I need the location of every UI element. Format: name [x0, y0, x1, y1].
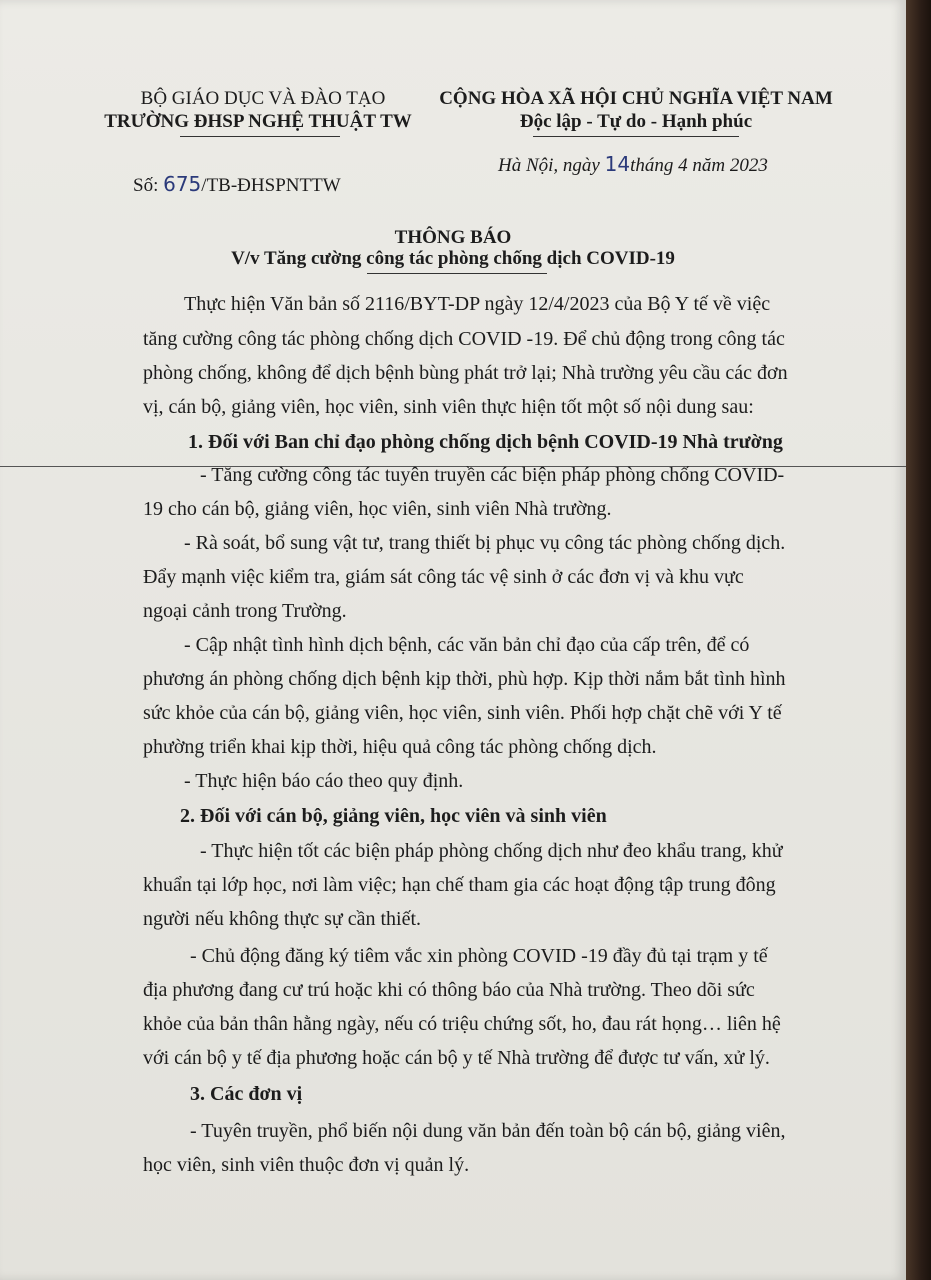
section-1-line: phường triển khai kịp thời, hiệu quả công tác phòng chống dịch. — [143, 736, 657, 758]
date-day-handwritten: 14 — [604, 152, 631, 176]
section-1-line: - Tăng cường công tác tuyên truyền các biện pháp phòng chống COVID- — [200, 464, 785, 486]
document-number — [133, 172, 341, 197]
number-prefix: Số: — [133, 175, 164, 196]
section-1-line: sức khỏe của cán bộ, giảng viên, học viên, sinh viên. Phối hợp chặt chẽ với Y tế — [143, 702, 782, 724]
section-1-line: - Cập nhật tình hình dịch bệnh, các văn bản chỉ đạo của cấp trên, để có — [184, 634, 750, 656]
section-2-line: khỏe của bản thân hằng ngày, nếu có triệu chứng sốt, ho, đau rát họng… liên hệ — [143, 1013, 781, 1035]
school-name: TRƯỜNG ĐHSP NGHỆ THUẬT TW — [104, 111, 412, 132]
section-2-line: - Thực hiện tốt các biện pháp phòng chống dịch như đeo khẩu trang, khử — [200, 840, 783, 862]
section-3-line: - Tuyên truyền, phổ biến nội dung văn bản đến toàn bộ cán bộ, giảng viên, — [190, 1120, 786, 1142]
section-2-line: khuẩn tại lớp học, nơi làm việc; hạn chế tham gia các hoạt động tập trung đông — [143, 874, 776, 896]
section-2-line: người nếu không thực sự cần thiết. — [143, 908, 422, 930]
date-prefix: Hà Nội, ngày — [498, 155, 605, 176]
section-2-line: địa phương đang cư trú hoặc khi có thông báo của Nhà trường. Theo dõi sức — [143, 979, 755, 1001]
section-2-line: - Chủ động đăng ký tiêm vắc xin phòng COVID -19 đầy đủ tại trạm y tế — [190, 945, 768, 967]
section-2-line: với cán bộ y tế địa phương hoặc cán bộ y tế Nhà trường để được tư vấn, xử lý. — [143, 1047, 770, 1069]
section-1-line: - Thực hiện báo cáo theo quy định. — [184, 770, 464, 792]
section-1-heading: 1. Đối với Ban chỉ đạo phòng chống dịch bệnh COVID-19 Nhà trường — [188, 431, 783, 453]
republic-name: CỘNG HÒA XÃ HỘI CHỦ NGHĨA VIỆT NAM — [439, 88, 833, 109]
section-1-line: - Rà soát, bổ sung vật tư, trang thiết bị phục vụ công tác phòng chống dịch. — [184, 532, 786, 554]
section-2-heading: 2. Đối với cán bộ, giảng viên, học viên và sinh viên — [180, 805, 607, 827]
section-3-heading: 3. Các đơn vị — [190, 1083, 303, 1105]
intro-line: Thực hiện Văn bản số 2116/BYT-DP ngày 12/4/2023 của Bộ Y tế về việc — [184, 293, 771, 315]
number-handwritten: 675 — [163, 172, 202, 196]
intro-line: tăng cường công tác phòng chống dịch COVID -19. Để chủ động trong công tác — [143, 328, 785, 350]
ministry-name: BỘ GIÁO DỤC VÀ ĐÀO TẠO — [140, 88, 386, 109]
number-suffix: /TB-ĐHSPNTTW — [201, 175, 341, 196]
document-title: THÔNG BÁO — [394, 227, 512, 248]
section-1-line: 19 cho cán bộ, giảng viên, học viên, sinh viên Nhà trường. — [143, 498, 612, 520]
document-subject: V/v Tăng cường công tác phòng chống dịch COVID-19 — [231, 248, 675, 269]
section-1-line: phương án phòng chống dịch bệnh kịp thời, phù hợp. Kịp thời nắm bắt tình hình — [143, 668, 786, 690]
motto-underline — [533, 136, 739, 137]
section-3-line: học viên, sinh viên thuộc đơn vị quản lý. — [143, 1154, 470, 1176]
desk-edge — [906, 0, 931, 1280]
document-date — [498, 152, 768, 177]
date-suffix: tháng 4 năm 2023 — [630, 155, 768, 176]
school-underline — [180, 136, 340, 137]
national-motto: Độc lập - Tự do - Hạnh phúc — [519, 111, 753, 132]
section-1-line: ngoại cảnh trong Trường. — [143, 600, 347, 622]
intro-line: phòng chống, không để dịch bệnh bùng phát trở lại; Nhà trường yêu cầu các đơn — [143, 362, 788, 384]
subject-underline — [367, 273, 547, 274]
intro-line: vị, cán bộ, giảng viên, học viên, sinh viên thực hiện tốt một số nội dung sau: — [143, 396, 754, 418]
section-1-line: Đẩy mạnh việc kiểm tra, giám sát công tác vệ sinh ở các đơn vị và khu vực — [143, 566, 744, 588]
